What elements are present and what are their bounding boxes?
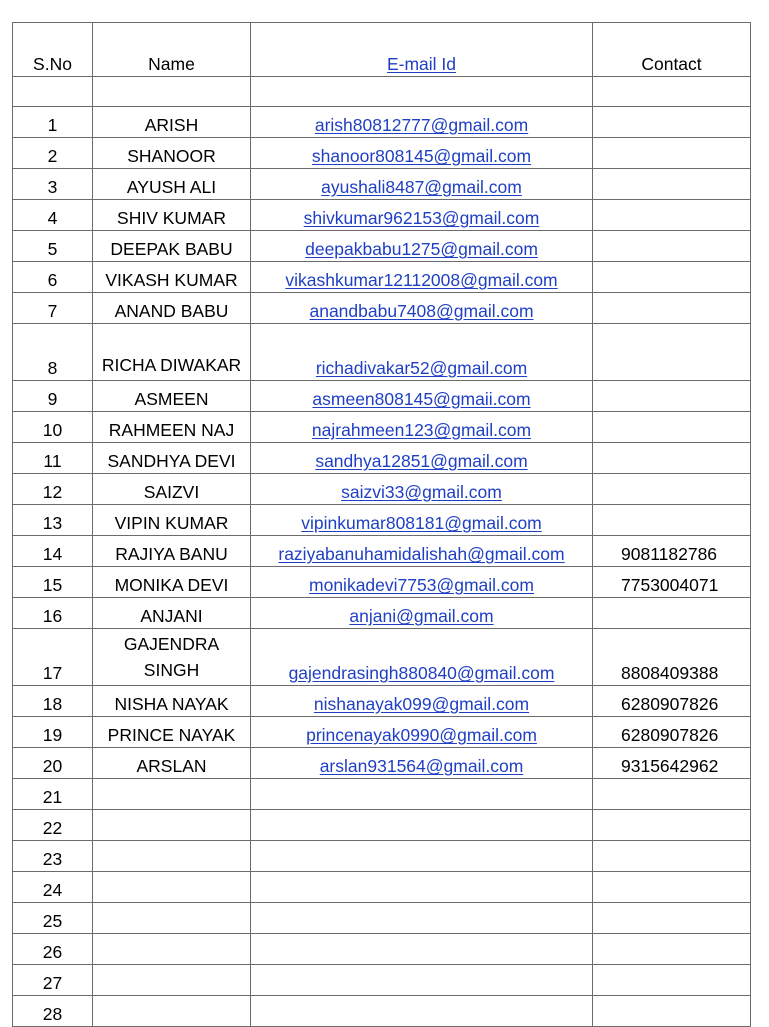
row-email-cell	[251, 872, 593, 903]
row-email-cell	[251, 293, 593, 324]
row-contact	[593, 412, 751, 443]
row-contact	[593, 443, 751, 474]
row-sno: 3	[13, 169, 93, 200]
row-email-cell	[251, 567, 593, 598]
row-contact	[593, 262, 751, 293]
spacer-cell	[251, 77, 593, 107]
row-sno: 16	[13, 598, 93, 629]
spacer-cell	[13, 77, 93, 107]
table-row	[13, 717, 751, 748]
header-name: Name	[93, 23, 251, 77]
email-link[interactable]: deepakbabu1275@gmail.com	[305, 239, 538, 259]
row-contact	[593, 293, 751, 324]
row-email-cell	[251, 996, 593, 1027]
row-sno: 18	[13, 686, 93, 717]
row-contact	[593, 934, 751, 965]
row-email-cell	[251, 169, 593, 200]
spacer-cell	[593, 77, 751, 107]
row-name: ANAND BABU	[93, 293, 251, 324]
row-name: NISHA NAYAK	[93, 686, 251, 717]
row-email-cell	[251, 536, 593, 567]
row-contact	[593, 474, 751, 505]
header-contact: Contact	[593, 23, 751, 77]
row-sno: 9	[13, 381, 93, 412]
email-link[interactable]: raziyabanuhamidalishah@gmail.com	[278, 544, 565, 564]
row-contact	[593, 965, 751, 996]
row-sno: 26	[13, 934, 93, 965]
table-row	[13, 965, 751, 996]
email-link[interactable]: shivkumar962153@gmail.com	[303, 208, 540, 228]
row-contact: 9081182786	[593, 536, 751, 567]
row-sno: 12	[13, 474, 93, 505]
row-sno: 14	[13, 536, 93, 567]
email-link[interactable]: arslan931564@gmail.com	[319, 756, 524, 776]
row-contact: 6280907826	[593, 717, 751, 748]
table-row	[13, 686, 751, 717]
email-link[interactable]: vipinkumar808181@gmail.com	[301, 513, 542, 533]
email-link[interactable]: gajendrasingh880840@gmail.com	[288, 663, 555, 683]
table-row	[13, 474, 751, 505]
table-row	[13, 107, 751, 138]
row-contact	[593, 598, 751, 629]
row-contact: 7753004071	[593, 567, 751, 598]
email-link[interactable]: saizvi33@gmail.com	[341, 482, 502, 502]
row-contact	[593, 872, 751, 903]
row-contact	[593, 200, 751, 231]
table-body	[13, 77, 751, 1027]
row-email-cell	[251, 474, 593, 505]
row-name	[93, 779, 251, 810]
row-name: VIKASH KUMAR	[93, 262, 251, 293]
row-name	[93, 965, 251, 996]
row-name: PRINCE NAYAK	[93, 717, 251, 748]
table-row	[13, 293, 751, 324]
row-name: ARSLAN	[93, 748, 251, 779]
row-name	[93, 996, 251, 1027]
row-email-cell	[251, 381, 593, 412]
header-row	[13, 23, 751, 77]
table-row	[13, 169, 751, 200]
row-contact	[593, 381, 751, 412]
table-row	[13, 200, 751, 231]
row-email-cell	[251, 965, 593, 996]
row-sno: 6	[13, 262, 93, 293]
table-row	[13, 262, 751, 293]
row-sno: 8	[13, 324, 93, 381]
table-row	[13, 598, 751, 629]
row-contact	[593, 903, 751, 934]
row-sno: 24	[13, 872, 93, 903]
row-name: SHANOOR	[93, 138, 251, 169]
row-email-cell	[251, 443, 593, 474]
row-name: SHIV KUMAR	[93, 200, 251, 231]
table-row	[13, 567, 751, 598]
row-sno: 13	[13, 505, 93, 536]
row-sno: 27	[13, 965, 93, 996]
table-row	[13, 381, 751, 412]
row-contact	[593, 324, 751, 381]
email-link[interactable]: arish80812777@gmail.com	[314, 115, 529, 135]
table-row	[13, 138, 751, 169]
row-sno: 23	[13, 841, 93, 872]
row-sno: 5	[13, 231, 93, 262]
row-sno: 15	[13, 567, 93, 598]
row-name: ASMEEN	[93, 381, 251, 412]
row-email-cell	[251, 107, 593, 138]
row-sno: 2	[13, 138, 93, 169]
row-name: AYUSH ALI	[93, 169, 251, 200]
row-name: MONIKA DEVI	[93, 567, 251, 598]
table-row	[13, 629, 751, 686]
row-sno: 21	[13, 779, 93, 810]
row-email-cell	[251, 748, 593, 779]
row-name: GAJENDRA SINGH	[93, 629, 251, 686]
table-row	[13, 231, 751, 262]
row-contact	[593, 138, 751, 169]
row-contact	[593, 107, 751, 138]
spacer-cell	[93, 77, 251, 107]
row-name	[93, 872, 251, 903]
row-sno: 17	[13, 629, 93, 686]
row-contact	[593, 996, 751, 1027]
table-row	[13, 841, 751, 872]
spacer-row	[13, 77, 751, 107]
row-contact	[593, 169, 751, 200]
row-sno: 7	[13, 293, 93, 324]
table-row	[13, 872, 751, 903]
row-name: RAJIYA BANU	[93, 536, 251, 567]
row-contact	[593, 810, 751, 841]
row-name	[93, 934, 251, 965]
row-email-cell	[251, 200, 593, 231]
row-email-cell	[251, 505, 593, 536]
row-name: SANDHYA DEVI	[93, 443, 251, 474]
row-email-cell	[251, 598, 593, 629]
row-email-cell	[251, 841, 593, 872]
row-contact: 8808409388	[593, 629, 751, 686]
row-email-cell	[251, 412, 593, 443]
table-row	[13, 443, 751, 474]
table-row	[13, 934, 751, 965]
row-email-cell	[251, 779, 593, 810]
row-contact	[593, 505, 751, 536]
table-row	[13, 996, 751, 1027]
row-email-cell	[251, 629, 593, 686]
email-link[interactable]: vikashkumar12112008@gmail.com	[285, 270, 558, 290]
email-link[interactable]: richadivakar52@gmail.com	[315, 358, 528, 378]
email-link[interactable]: asmeen808145@gmaii.com	[312, 389, 531, 409]
row-name	[93, 903, 251, 934]
row-sno: 11	[13, 443, 93, 474]
row-email-cell	[251, 138, 593, 169]
row-name: RICHA DIWAKAR	[93, 324, 251, 381]
table-header	[13, 23, 751, 77]
row-email-cell	[251, 231, 593, 262]
row-sno: 4	[13, 200, 93, 231]
row-email-cell	[251, 903, 593, 934]
row-contact	[593, 779, 751, 810]
row-sno: 1	[13, 107, 93, 138]
table-row	[13, 810, 751, 841]
row-name: ANJANI	[93, 598, 251, 629]
row-name	[93, 810, 251, 841]
row-name: DEEPAK BABU	[93, 231, 251, 262]
header-sno: S.No	[13, 23, 93, 77]
email-link[interactable]: ayushali8487@gmail.com	[321, 177, 522, 197]
row-contact	[593, 841, 751, 872]
header-email-link[interactable]: E-mail Id	[386, 54, 457, 74]
table-row	[13, 324, 751, 381]
row-email-cell	[251, 717, 593, 748]
email-link[interactable]: princenayak0990@gmail.com	[306, 725, 537, 745]
table-row	[13, 536, 751, 567]
row-email-cell	[251, 934, 593, 965]
row-name: RAHMEEN NAJ	[93, 412, 251, 443]
table-row	[13, 412, 751, 443]
table-row	[13, 748, 751, 779]
email-link[interactable]: anandbabu7408@gmail.com	[309, 301, 534, 321]
row-name	[93, 841, 251, 872]
email-link[interactable]: anjani@gmail.com	[349, 606, 494, 626]
email-link[interactable]: nishanayak099@gmail.com	[313, 694, 530, 714]
email-link[interactable]: shanoor808145@gmail.com	[311, 146, 532, 166]
row-sno: 28	[13, 996, 93, 1027]
row-email-cell	[251, 262, 593, 293]
row-sno: 19	[13, 717, 93, 748]
row-sno: 20	[13, 748, 93, 779]
row-sno: 10	[13, 412, 93, 443]
header-email	[251, 23, 593, 77]
email-link[interactable]: sandhya12851@gmail.com	[315, 451, 528, 471]
row-email-cell	[251, 686, 593, 717]
table-row	[13, 903, 751, 934]
table-row	[13, 779, 751, 810]
email-link[interactable]: monikadevi7753@gmail.com	[309, 575, 534, 595]
row-name: VIPIN KUMAR	[93, 505, 251, 536]
row-name: ARISH	[93, 107, 251, 138]
table-row	[13, 505, 751, 536]
row-email-cell	[251, 810, 593, 841]
row-sno: 25	[13, 903, 93, 934]
email-link[interactable]: najrahmeen123@gmail.com	[311, 420, 532, 440]
row-contact	[593, 231, 751, 262]
row-name: SAIZVI	[93, 474, 251, 505]
row-contact: 6280907826	[593, 686, 751, 717]
contact-list-table	[12, 22, 751, 1027]
row-contact: 9315642962	[593, 748, 751, 779]
row-sno: 22	[13, 810, 93, 841]
row-email-cell	[251, 324, 593, 381]
